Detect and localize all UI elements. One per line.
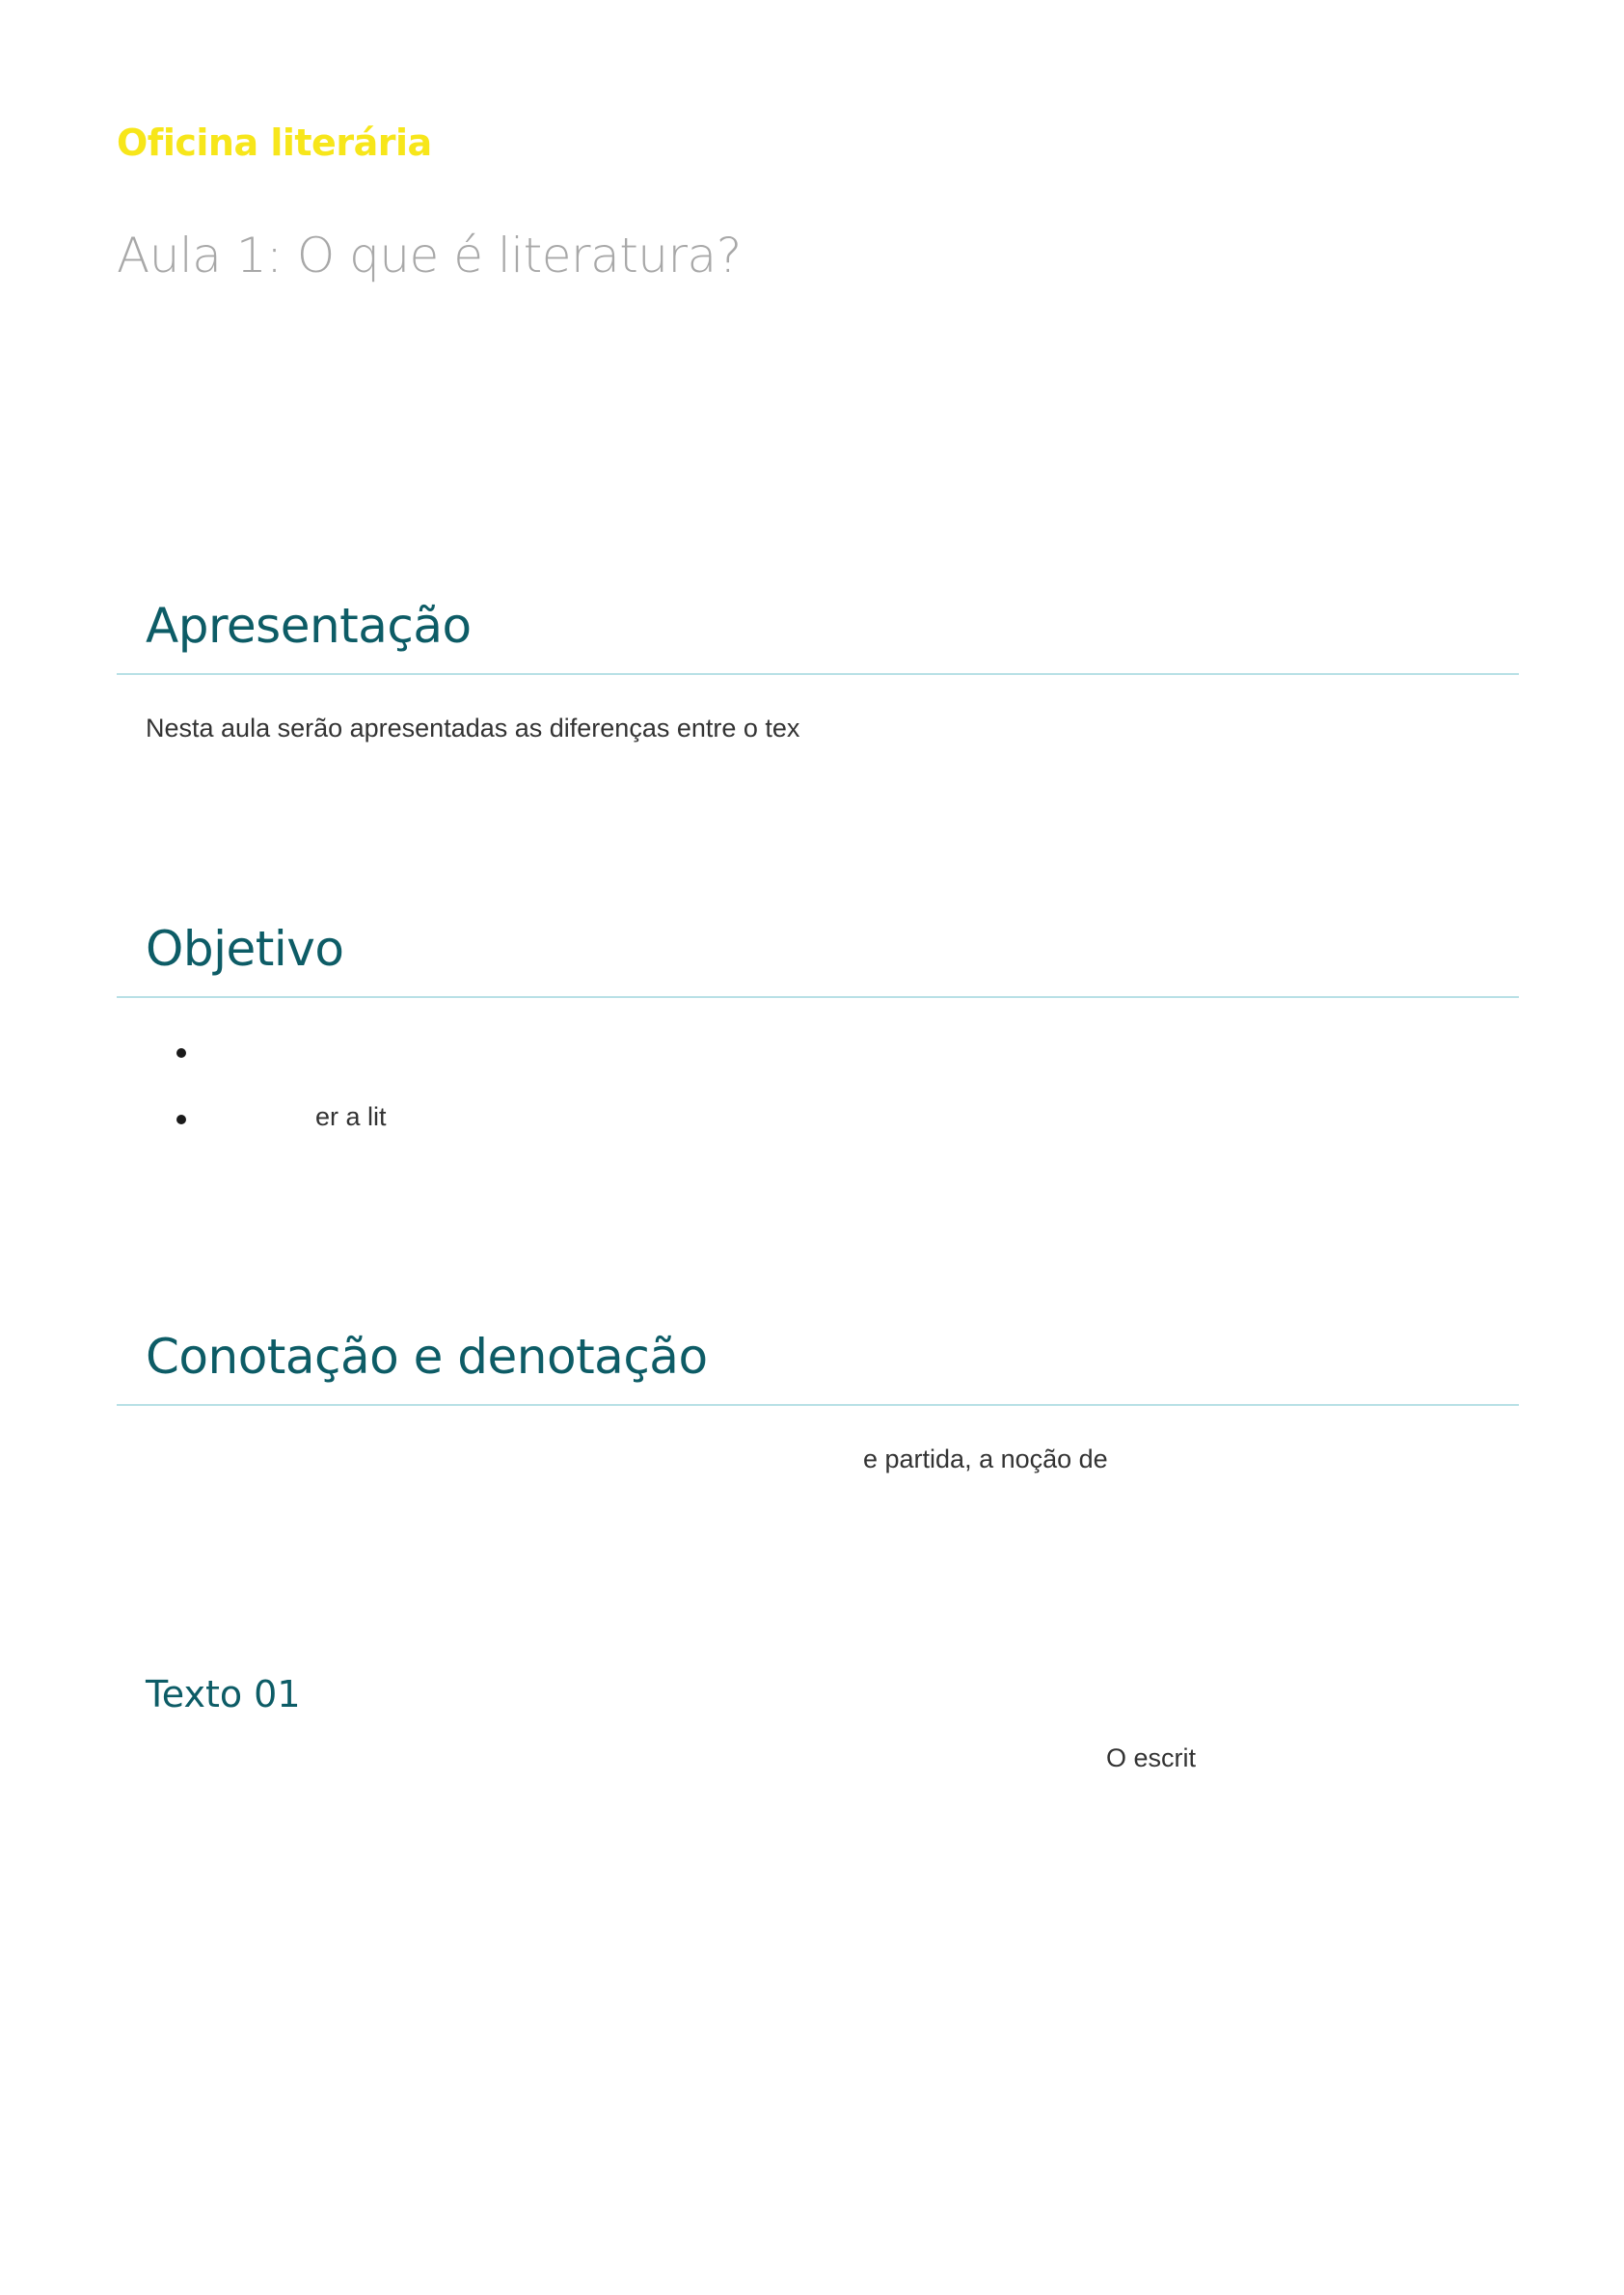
- texto01-text: O escrit: [1106, 1743, 1197, 1772]
- conotacao-text: e partida, a noção de: [863, 1444, 1108, 1473]
- subsection-title-texto01: Texto 01: [146, 1673, 301, 1715]
- bullet-icon: [176, 1115, 186, 1124]
- section-title-conotacao: Conotação e denotação: [146, 1329, 708, 1385]
- bullet-icon: [176, 1048, 186, 1058]
- section-divider: [117, 1404, 1519, 1406]
- lesson-title: Aula 1: O que é literatura?: [117, 228, 742, 284]
- section-title-apresentacao: Apresentação: [146, 598, 472, 654]
- apresentacao-text: Nesta aula serão apresentadas as diferenças entre o tex: [146, 714, 800, 742]
- section-title-objetivo: Objetivo: [146, 921, 344, 977]
- objetivo-bullet-2: er a lit: [315, 1102, 387, 1131]
- section-divider: [117, 673, 1519, 675]
- course-title: Oficina literária: [117, 122, 432, 164]
- section-divider: [117, 996, 1519, 998]
